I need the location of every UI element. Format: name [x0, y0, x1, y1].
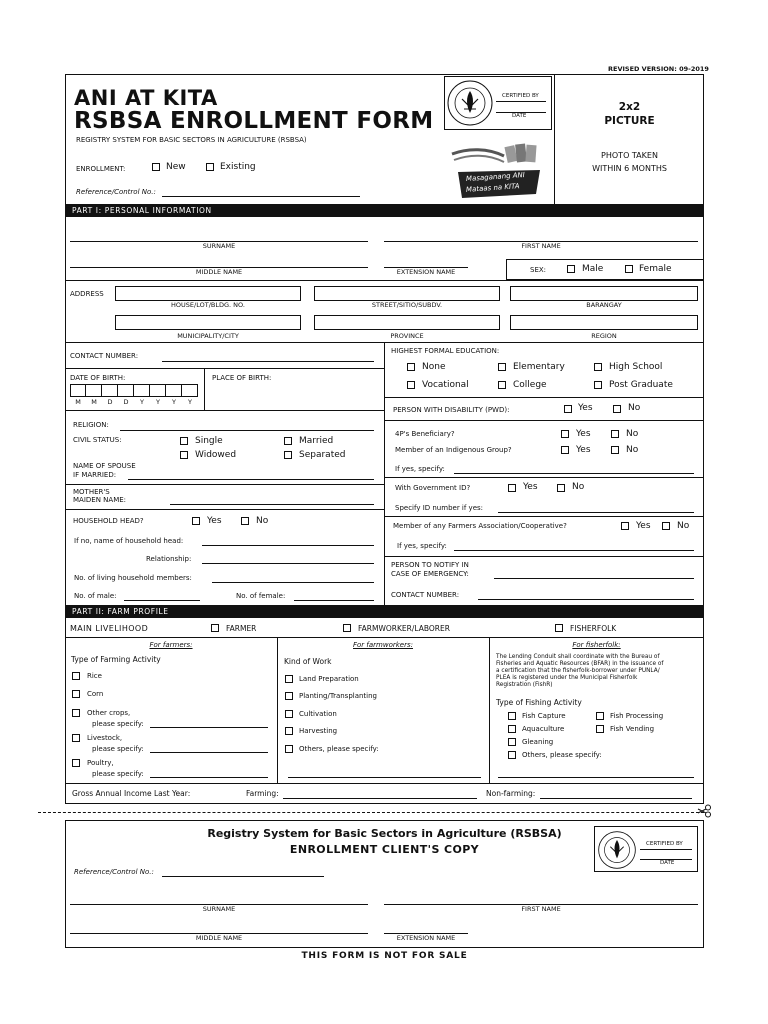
certified-by-line	[496, 101, 546, 102]
pwd-yes-label: Yes	[578, 403, 593, 413]
aquaculture-checkbox[interactable]	[508, 725, 516, 733]
edu-vocational-label: Vocational	[422, 380, 469, 390]
edu-college-checkbox[interactable]	[498, 381, 506, 389]
farmers-assoc-no-label: No	[677, 521, 690, 531]
divider-farm-columns-top	[65, 637, 704, 638]
edu-elementary-checkbox[interactable]	[498, 363, 506, 371]
gov-id-yes-checkbox[interactable]	[508, 484, 516, 492]
male-count-input[interactable]	[124, 600, 200, 601]
work-others-checkbox[interactable]	[285, 745, 293, 753]
religion-input[interactable]	[120, 430, 374, 431]
date-of-birth-label: DATE OF BIRTH:	[70, 374, 126, 382]
for-farmers-heading: For farmers:	[149, 641, 193, 649]
household-head-yes-checkbox[interactable]	[192, 517, 200, 525]
edu-none-checkbox[interactable]	[407, 363, 415, 371]
main-livelihood-label: MAIN LIVELIHOOD	[70, 624, 149, 633]
reference-input[interactable]	[162, 196, 360, 197]
client-date-line	[640, 859, 692, 860]
civil-single-checkbox[interactable]	[180, 437, 188, 445]
fish-others-checkbox[interactable]	[508, 751, 516, 759]
farm-other-crops-label: Other crops,	[87, 709, 131, 717]
fish-vending-checkbox[interactable]	[596, 725, 604, 733]
certified-by-label: CERTIFIED BY	[502, 93, 539, 99]
mother-label-1: MOTHER'S	[73, 488, 110, 496]
sex-female-label: Female	[639, 264, 672, 274]
relationship-label: Relationship:	[146, 555, 192, 563]
indigenous-label: Member of an Indigenous Group?	[395, 446, 512, 454]
livelihood-fisherfolk-checkbox[interactable]	[555, 624, 563, 632]
farmers-assoc-label: Member of any Farmers Association/Cooperative?	[393, 522, 567, 530]
farm-column-divider-1	[277, 637, 278, 783]
mother-maiden-name-input[interactable]	[170, 504, 374, 505]
region-input[interactable]	[510, 315, 698, 330]
picture-divider	[554, 74, 555, 204]
form-subtitle: REGISTRY SYSTEM FOR BASIC SECTORS IN AGRICULTURE (RSBSA)	[76, 136, 307, 144]
street-label: STREET/SITIO/SUBDV.	[371, 301, 443, 309]
edu-elementary-label: Elementary	[513, 362, 565, 372]
mother-label-2: MAIDEN NAME:	[73, 496, 127, 504]
work-harvesting-checkbox[interactable]	[285, 727, 293, 735]
client-reference-label: Reference/Control No.:	[74, 868, 154, 876]
work-cultivation-checkbox[interactable]	[285, 710, 293, 718]
farming-income-label: Farming:	[246, 789, 279, 798]
civil-married-checkbox[interactable]	[284, 437, 292, 445]
farm-poultry-checkbox[interactable]	[72, 759, 80, 767]
civil-married-label: Married	[299, 436, 334, 446]
contact-number-input[interactable]	[162, 361, 374, 362]
farm-livestock-input[interactable]	[150, 752, 268, 753]
fourps-no-checkbox[interactable]	[611, 430, 619, 438]
pwd-no-checkbox[interactable]	[613, 405, 621, 413]
farm-poultry-specify-label: please specify:	[92, 770, 144, 778]
household-head-no-checkbox[interactable]	[241, 517, 249, 525]
emergency-label-2: CASE OF EMERGENCY:	[391, 570, 469, 578]
id-number-label: Specify ID number if yes:	[395, 504, 484, 512]
not-for-sale-footer: THIS FORM IS NOT FOR SALE	[301, 951, 468, 961]
logo-line-2: Mataas na KITA	[465, 182, 520, 194]
civil-widowed-label: Widowed	[195, 450, 237, 460]
female-count-label: No. of female:	[236, 592, 286, 600]
farmers-assoc-no-checkbox[interactable]	[662, 522, 670, 530]
farm-livestock-checkbox[interactable]	[72, 734, 80, 742]
living-members-label: No. of living household members:	[74, 574, 192, 582]
id-number-input[interactable]	[498, 512, 694, 513]
aquaculture-label: Aquaculture	[522, 725, 565, 733]
enrollment-existing-label: Existing	[220, 162, 256, 172]
department-seal-icon	[446, 79, 494, 127]
part-2-band: PART II: FARM PROFILE	[65, 605, 704, 618]
gov-id-label: With Government ID?	[395, 484, 471, 492]
fourps-yes-label: Yes	[576, 429, 591, 439]
divider-emergency-top	[384, 556, 704, 557]
divider-income-top	[65, 783, 704, 784]
enrollment-label: ENROLLMENT:	[76, 165, 126, 173]
client-surname-label: SURNAME	[202, 905, 236, 913]
divider-pwd-top	[384, 397, 704, 398]
indigenous-specify-input[interactable]	[454, 473, 694, 474]
fisherfolk-note: The Lending Conduit shall coordinate with the Bureau of Fisheries and Aquatic Resources (BFAR) in the issuance of a certification that the fisherfolk-borrower under PUNLA/ PLEA is registered under the Municipal Fisherfolk Registration (FishR)	[496, 654, 664, 688]
sex-female-checkbox[interactable]	[625, 265, 633, 273]
fourps-label: 4P's Beneficiary?	[395, 430, 455, 438]
form-title-rsbsa: RSBSA ENROLLMENT FORM	[74, 108, 434, 134]
revised-version: REVISED VERSION: 09-2019	[608, 65, 709, 73]
photo-note-2: WITHIN 6 MONTHS	[592, 164, 667, 173]
sex-label: SEX:	[530, 266, 547, 274]
emergency-contact-input[interactable]	[478, 599, 694, 600]
divider-religion-top	[65, 410, 384, 411]
female-count-input[interactable]	[294, 600, 374, 601]
fish-processing-checkbox[interactable]	[596, 712, 604, 720]
indigenous-specify-label: If yes, specify:	[395, 465, 445, 473]
client-extension-name-label: EXTENSION NAME	[396, 934, 456, 942]
cut-line	[38, 812, 704, 813]
work-planting-label: Planting/Transplanting	[299, 692, 378, 700]
client-certified-line	[640, 849, 692, 850]
farm-column-divider-2	[489, 637, 490, 783]
gov-id-yes-label: Yes	[523, 482, 538, 492]
civil-separated-label: Separated	[299, 450, 346, 460]
province-input[interactable]	[314, 315, 500, 330]
client-department-seal-icon	[597, 830, 637, 870]
farmers-assoc-yes-label: Yes	[636, 521, 651, 531]
education-label: HIGHEST FORMAL EDUCATION:	[391, 347, 500, 355]
farmers-assoc-yes-checkbox[interactable]	[621, 522, 629, 530]
sex-male-checkbox[interactable]	[567, 265, 575, 273]
work-land-prep-checkbox[interactable]	[285, 675, 293, 683]
province-label: PROVINCE	[390, 332, 424, 340]
farming-activity-label: Type of Farming Activity	[71, 655, 161, 664]
livelihood-farmer-checkbox[interactable]	[211, 624, 219, 632]
barangay-label: BARANGAY	[586, 301, 622, 309]
pwd-label: PERSON WITH DISABILITY (PWD):	[393, 406, 510, 414]
emergency-person-input[interactable]	[494, 578, 694, 579]
barangay-input[interactable]	[510, 286, 698, 301]
divider-household-top	[65, 509, 384, 510]
street-input[interactable]	[314, 286, 500, 301]
work-others-input[interactable]	[288, 777, 481, 778]
religion-label: RELIGION:	[73, 421, 109, 429]
part-1-band: PART I: PERSONAL INFORMATION	[65, 204, 704, 217]
farm-corn-label: Corn	[87, 690, 104, 698]
farm-rice-label: Rice	[87, 672, 102, 680]
spouse-label-2: IF MARRIED:	[73, 471, 117, 479]
indigenous-yes-checkbox[interactable]	[561, 446, 569, 454]
surname-label: SURNAME	[202, 242, 236, 250]
edu-vocational-checkbox[interactable]	[407, 381, 415, 389]
fish-processing-label: Fish Processing	[610, 712, 664, 720]
enrollment-new-checkbox[interactable]	[152, 163, 160, 171]
farm-other-crops-input[interactable]	[150, 727, 268, 728]
divider-govid-top	[384, 477, 704, 478]
client-first-name-label: FIRST NAME	[521, 905, 561, 913]
work-others-label: Others, please specify:	[299, 745, 379, 753]
living-members-input[interactable]	[212, 582, 374, 583]
divider-4ps-top	[384, 420, 704, 421]
gleaning-checkbox[interactable]	[508, 738, 516, 746]
relationship-input[interactable]	[202, 563, 374, 564]
middle-name-label: MIDDLE NAME	[195, 268, 243, 276]
scissors-icon	[697, 804, 713, 818]
gov-id-no-checkbox[interactable]	[557, 484, 565, 492]
civil-widowed-checkbox[interactable]	[180, 451, 188, 459]
reference-label: Reference/Control No.:	[76, 188, 156, 196]
household-head-name-label: If no, name of household head:	[74, 537, 184, 545]
livelihood-farmworker-label: FARMWORKER/LABORER	[358, 624, 450, 633]
divider-dob-top	[65, 368, 384, 369]
house-label: HOUSE/LOT/BLDG. NO.	[171, 301, 245, 309]
picture-size-label: 2x2	[618, 101, 641, 113]
indigenous-no-checkbox[interactable]	[611, 446, 619, 454]
fourps-yes-checkbox[interactable]	[561, 430, 569, 438]
edu-high-school-checkbox[interactable]	[594, 363, 602, 371]
house-input[interactable]	[115, 286, 301, 301]
gross-income-label: Gross Annual Income Last Year:	[72, 789, 191, 798]
certified-date-line	[496, 112, 546, 113]
edu-college-label: College	[513, 380, 547, 390]
client-middle-name-label: MIDDLE NAME	[195, 934, 243, 942]
enrollment-existing-checkbox[interactable]	[206, 163, 214, 171]
edu-none-label: None	[422, 362, 446, 372]
date-of-birth-input[interactable]	[70, 384, 198, 397]
client-copy-title-2: ENROLLMENT CLIENT'S COPY	[289, 843, 480, 856]
logo-line-1: Masaganang ANI	[465, 170, 526, 184]
client-date-label: DATE	[660, 860, 675, 866]
assoc-specify-input[interactable]	[454, 550, 694, 551]
indigenous-yes-label: Yes	[576, 445, 591, 455]
farm-poultry-label: Poultry,	[87, 759, 114, 767]
divider-mother-top	[65, 484, 384, 485]
municipality-label: MUNICIPALITY/CITY	[177, 332, 239, 340]
municipality-input[interactable]	[115, 315, 301, 330]
non-farming-income-input[interactable]	[540, 798, 692, 799]
pwd-yes-checkbox[interactable]	[564, 405, 572, 413]
male-count-label: No. of male:	[74, 592, 117, 600]
civil-status-label: CIVIL STATUS:	[73, 436, 122, 444]
extension-name-label: EXTENSION NAME	[396, 268, 456, 276]
fishing-activity-label: Type of Fishing Activity	[496, 698, 582, 707]
assoc-specify-label: If yes, specify:	[397, 542, 447, 550]
dob-divider	[204, 368, 205, 410]
client-copy-title-1: Registry System for Basic Sectors in Agriculture (RSBSA)	[207, 827, 562, 840]
fish-capture-label: Fish Capture	[522, 712, 566, 720]
spouse-input[interactable]	[128, 479, 374, 480]
gov-id-no-label: No	[572, 482, 585, 492]
farm-livestock-label: Livestock,	[87, 734, 123, 742]
client-reference-input[interactable]	[162, 876, 324, 877]
divider-address-top	[65, 280, 704, 281]
for-fisherfolk-heading: For fisherfolk:	[572, 641, 621, 649]
part-1-column-divider	[384, 342, 385, 605]
fish-capture-checkbox[interactable]	[508, 712, 516, 720]
farm-other-crops-specify-label: please specify:	[92, 720, 144, 728]
farm-poultry-input[interactable]	[150, 777, 268, 778]
enrollment-new-label: New	[166, 162, 186, 172]
picture-label: PICTURE	[604, 115, 655, 127]
livelihood-farmer-label: FARMER	[226, 624, 257, 633]
work-planting-checkbox[interactable]	[285, 692, 293, 700]
gleaning-label: Gleaning	[522, 738, 554, 746]
fish-others-label: Others, please specify:	[522, 751, 602, 759]
edu-post-graduate-checkbox[interactable]	[594, 381, 602, 389]
work-land-prep-label: Land Preparation	[299, 675, 359, 683]
household-head-name-input[interactable]	[202, 545, 374, 546]
spouse-label-1: NAME OF SPOUSE	[73, 462, 136, 470]
address-label: ADDRESS	[70, 290, 104, 298]
place-of-birth-label: PLACE OF BIRTH:	[212, 374, 272, 382]
edu-post-graduate-label: Post Graduate	[609, 380, 673, 390]
date-format-hint: M M D D Y Y Y Y	[75, 398, 192, 406]
fish-others-input[interactable]	[498, 777, 694, 778]
work-harvesting-label: Harvesting	[299, 727, 338, 735]
client-certified-by-label: CERTIFIED BY	[646, 841, 683, 847]
photo-note-1: PHOTO TAKEN	[601, 151, 658, 160]
pwd-no-label: No	[628, 403, 641, 413]
certified-date-label: DATE	[512, 113, 527, 119]
civil-single-label: Single	[195, 436, 223, 446]
farm-corn-checkbox[interactable]	[72, 690, 80, 698]
fish-vending-label: Fish Vending	[610, 725, 655, 733]
edu-high-school-label: High School	[609, 362, 663, 372]
civil-separated-checkbox[interactable]	[284, 451, 292, 459]
region-label: REGION	[591, 332, 617, 340]
emergency-contact-label: CONTACT NUMBER:	[391, 591, 460, 599]
for-farmworkers-heading: For farmworkers:	[353, 641, 413, 649]
divider-assoc-top	[384, 516, 704, 517]
non-farming-income-label: Non-farming:	[486, 789, 536, 798]
household-head-label: HOUSEHOLD HEAD?	[73, 517, 144, 525]
kind-of-work-label: Kind of Work	[284, 657, 332, 666]
farming-income-input[interactable]	[283, 798, 477, 799]
first-name-label: FIRST NAME	[521, 242, 561, 250]
sex-male-label: Male	[582, 264, 604, 274]
farm-livestock-specify-label: please specify:	[92, 745, 144, 753]
work-cultivation-label: Cultivation	[299, 710, 337, 718]
livelihood-fisherfolk-label: FISHERFOLK	[570, 624, 617, 633]
indigenous-no-label: No	[626, 445, 639, 455]
farm-other-crops-checkbox[interactable]	[72, 709, 80, 717]
household-head-yes-label: Yes	[207, 516, 222, 526]
emergency-label-1: PERSON TO NOTIFY IN	[391, 561, 469, 569]
contact-number-label: CONTACT NUMBER:	[70, 352, 139, 360]
fourps-no-label: No	[626, 429, 639, 439]
livelihood-farmworker-checkbox[interactable]	[343, 624, 351, 632]
form-title-ani-at-kita: ANI AT KITA	[74, 86, 218, 110]
household-head-no-label: No	[256, 516, 269, 526]
farm-rice-checkbox[interactable]	[72, 672, 80, 680]
